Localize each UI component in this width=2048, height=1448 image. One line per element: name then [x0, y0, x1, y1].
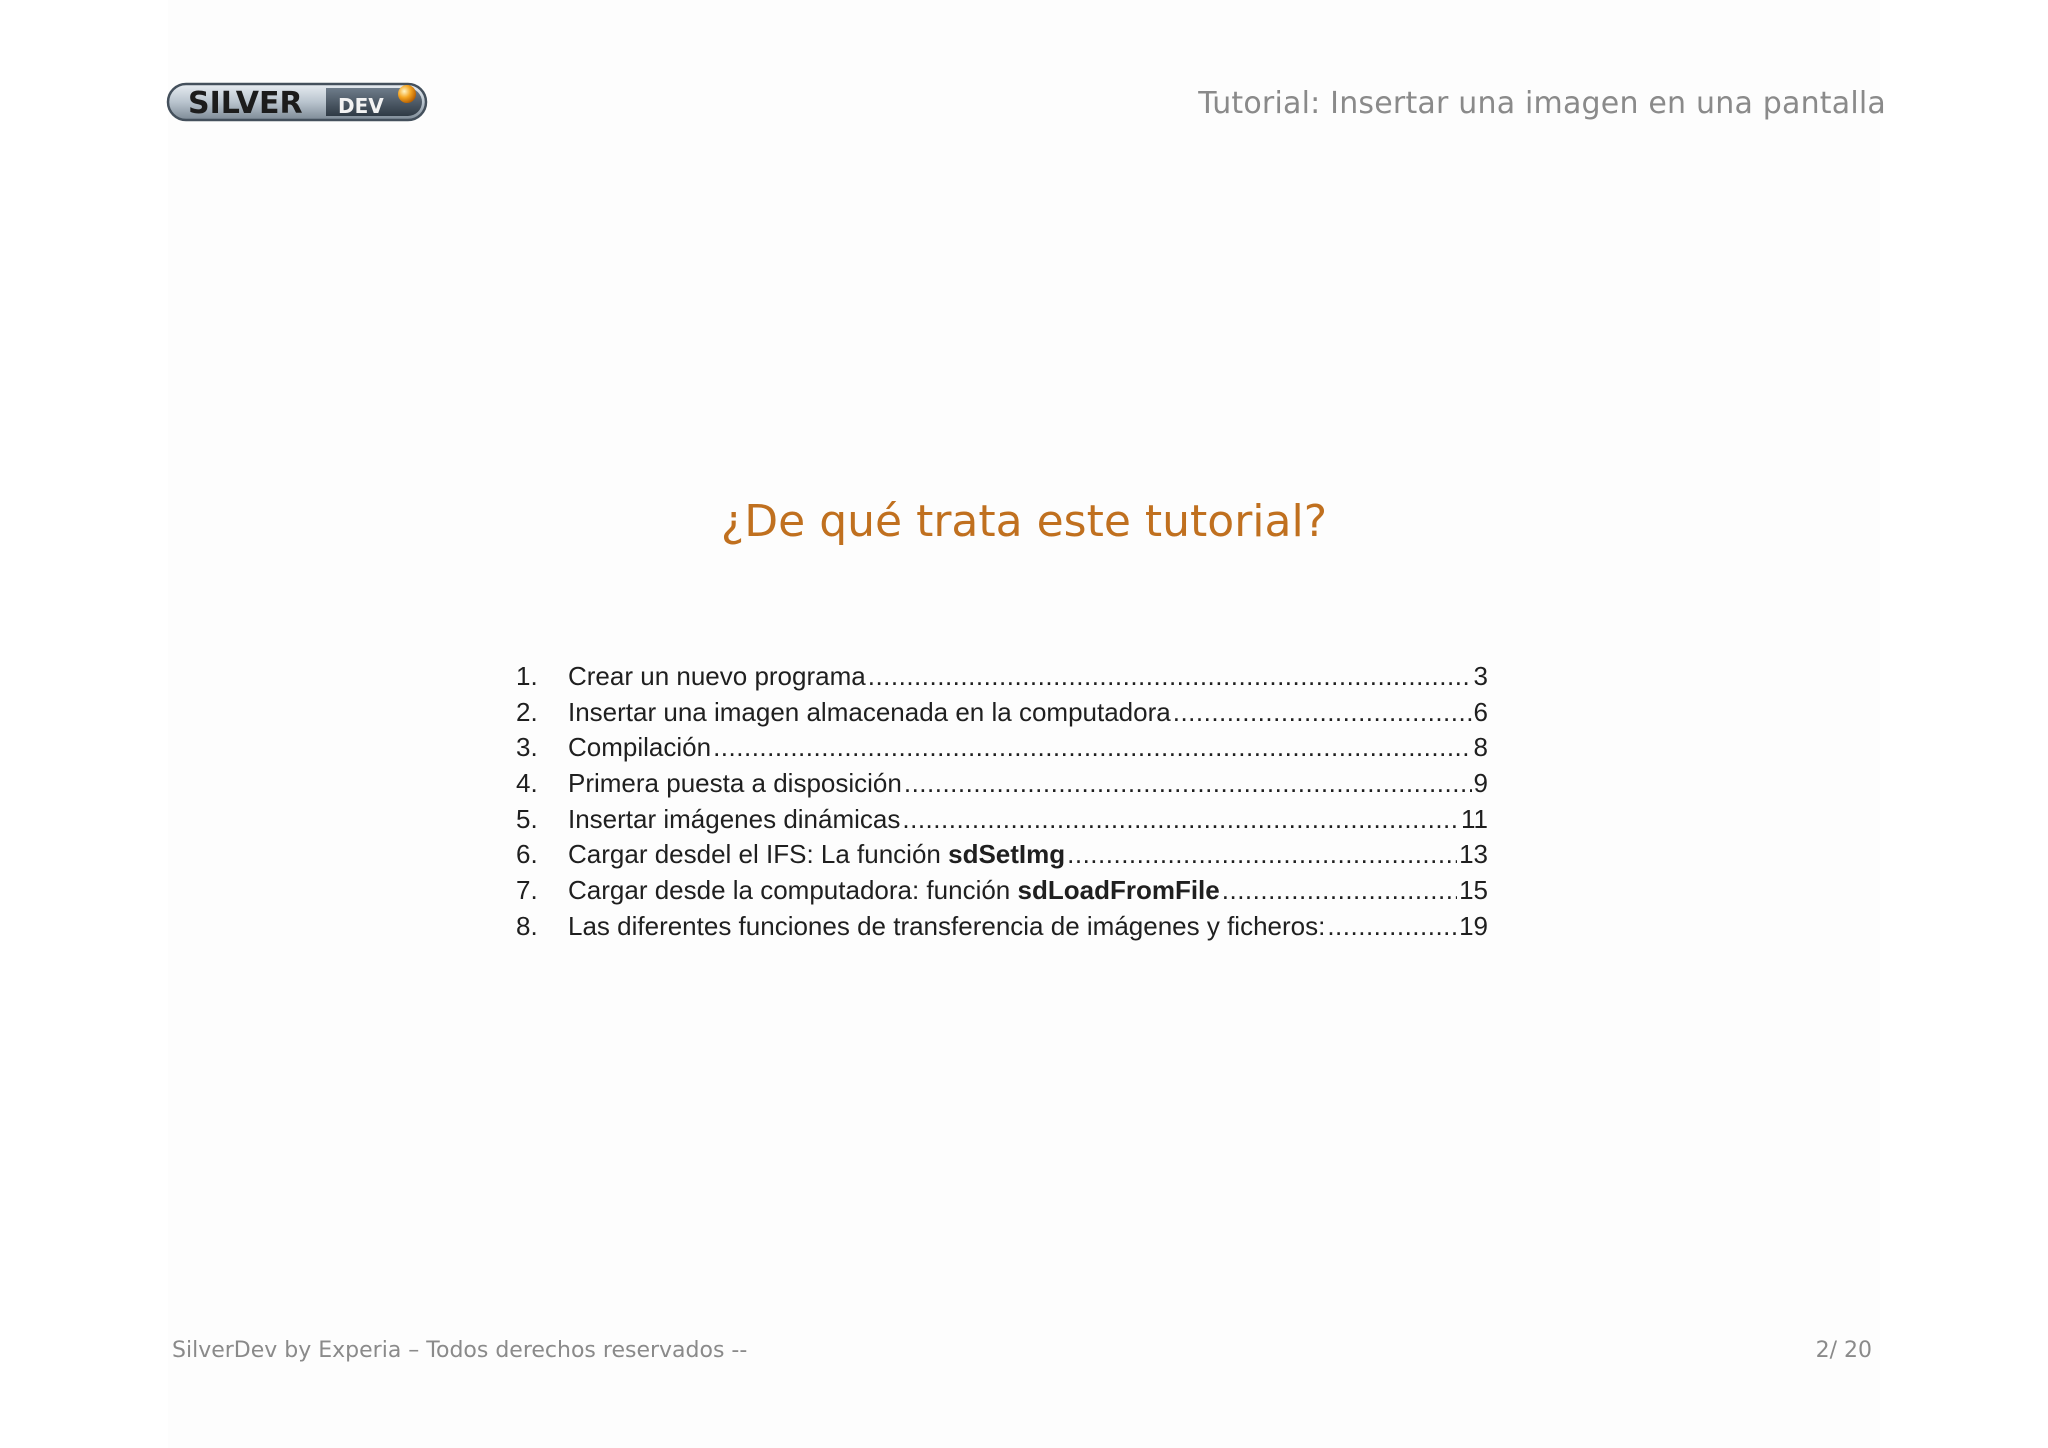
- toc-leader: [1067, 837, 1457, 873]
- toc-title: Insertar una imagen almacenada en la computadora: [568, 696, 1171, 727]
- toc-page-number: 15: [1459, 875, 1488, 906]
- toc-entry[interactable]: [516, 730, 1488, 766]
- toc-title: Cargar desde la computadora: función sdLoadFromFile: [568, 875, 1220, 906]
- toc-title: Insertar imágenes dinámicas: [568, 803, 901, 834]
- toc-page-number: 3: [1473, 661, 1488, 691]
- toc-title: Compilación: [568, 732, 712, 763]
- logo-wordmark: SILVER: [188, 86, 303, 121]
- footer-page-indicator: 2/ 20: [1815, 1338, 1872, 1363]
- toc-leader: [868, 659, 1472, 695]
- toc-leader: [902, 802, 1459, 838]
- toc-entry[interactable]: [516, 837, 1488, 873]
- toc-number: 7.: [516, 875, 538, 906]
- toc-page-number: 11: [1461, 803, 1488, 834]
- toc-entry[interactable]: [516, 802, 1488, 838]
- toc-number: 6.: [516, 839, 538, 870]
- toc-leader: [713, 730, 1471, 766]
- toc-number: 8.: [516, 910, 538, 941]
- toc-number: 2.: [516, 696, 538, 727]
- toc-page-number: 13: [1459, 839, 1488, 870]
- toc-number: 1.: [516, 661, 538, 691]
- toc-leader: [1173, 695, 1472, 731]
- toc-entry[interactable]: [516, 909, 1488, 945]
- toc-leader: [904, 766, 1472, 802]
- toc-page-number: 8: [1473, 732, 1488, 763]
- toc-title: Primera puesta a disposición: [568, 768, 902, 799]
- toc-title: Cargar desdel el IFS: La función sdSetImg: [568, 839, 1066, 870]
- toc-number: 4.: [516, 768, 538, 799]
- toc-entry[interactable]: [516, 695, 1488, 731]
- toc-entry[interactable]: [516, 873, 1488, 909]
- logo-orb-icon: [398, 85, 416, 103]
- toc-leader: [1222, 873, 1457, 909]
- header-title: Tutorial: Insertar una imagen en una pantalla: [1198, 86, 1886, 121]
- logo-badge-text: DEV: [338, 94, 384, 118]
- toc-title: Las diferentes funciones de transferencia de imágenes y ficheros:: [568, 910, 1326, 941]
- toc-number: 5.: [516, 803, 538, 834]
- toc-number: 3.: [516, 732, 538, 763]
- table-of-contents: [516, 659, 1488, 945]
- toc-leader: [1327, 909, 1457, 945]
- silverdev-logo: [166, 80, 430, 124]
- toc-title: Crear un nuevo programa: [568, 661, 866, 691]
- page-title: ¿De qué trata este tutorial?: [720, 496, 1328, 547]
- toc-page-number: 6: [1473, 696, 1488, 727]
- toc-page-number: 9: [1473, 768, 1488, 799]
- toc-entry[interactable]: [516, 659, 1488, 695]
- footer-copyright: SilverDev by Experia – Todos derechos reservados --: [172, 1338, 748, 1363]
- toc-entry[interactable]: [516, 766, 1488, 802]
- toc-page-number: 19: [1459, 910, 1488, 941]
